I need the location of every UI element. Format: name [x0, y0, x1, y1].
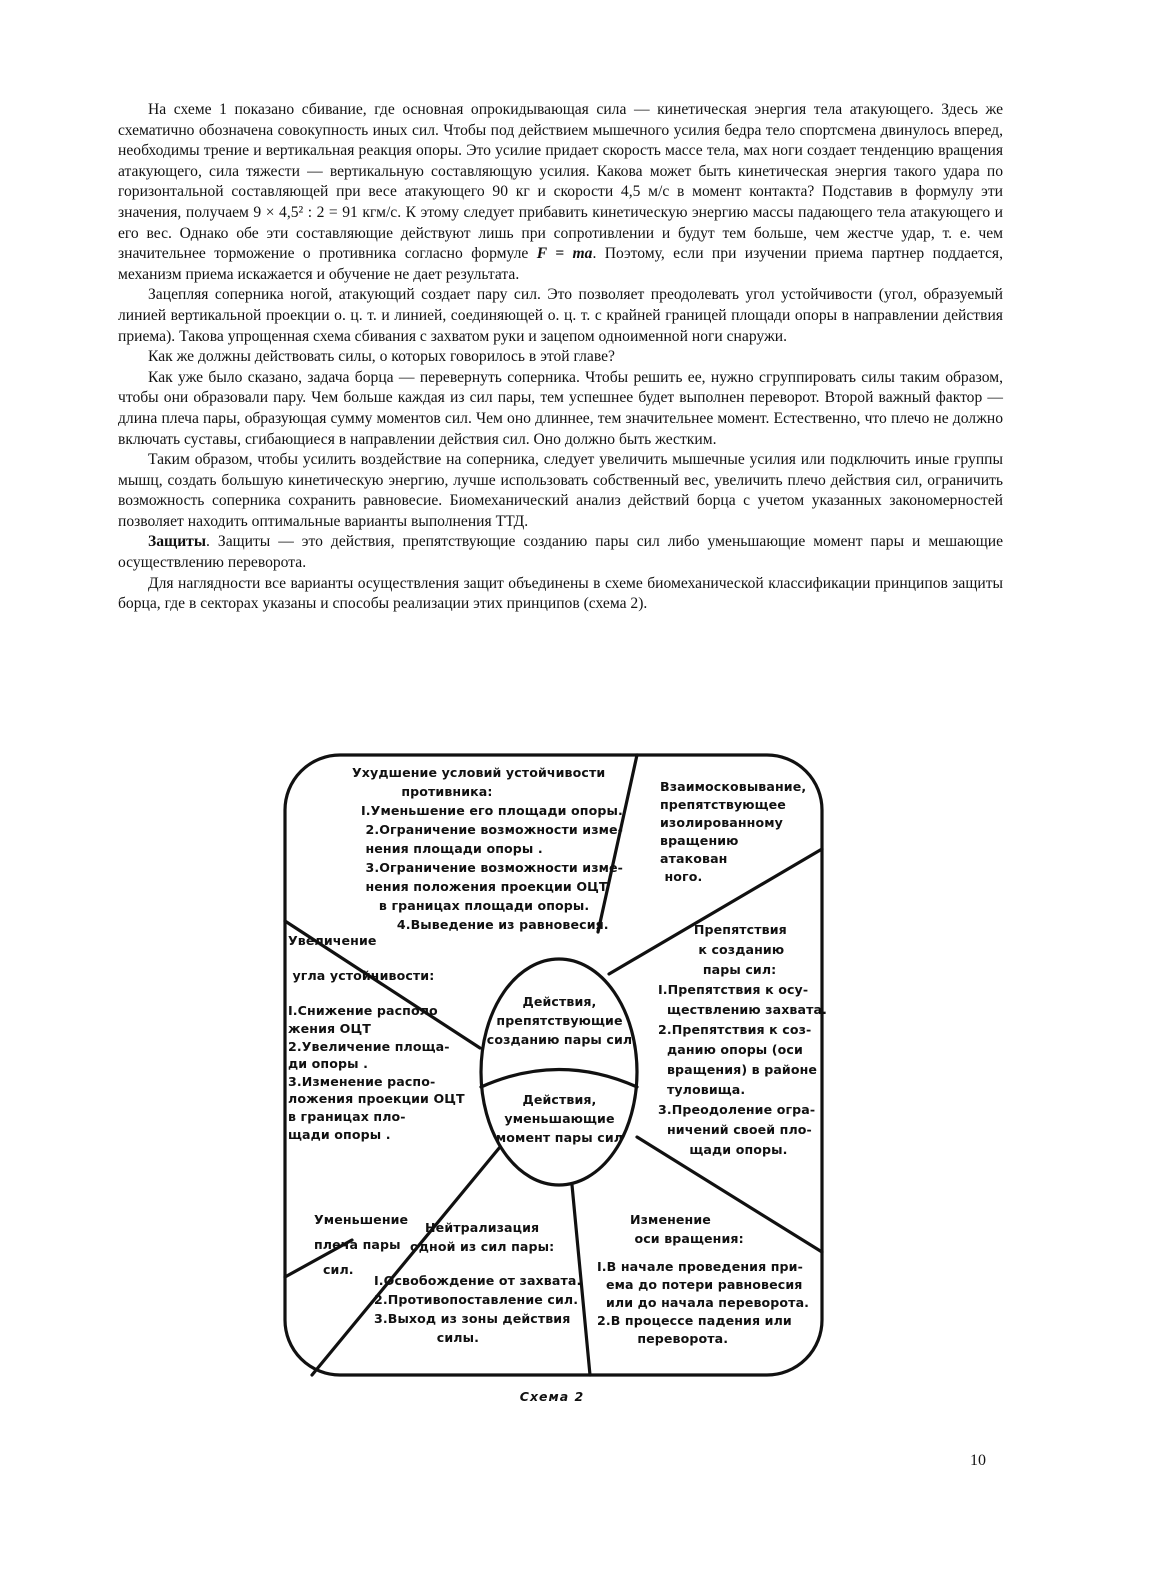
scheme-2-diagram — [282, 752, 842, 1390]
paragraph-5: Таким образом, чтобы усилить воздействие на соперника, следует увеличить мышечные усилия или подключить иные группы мышц, создать большую кинетическую энергию, лучше использовать собственный вес, увеличить плечо действия сил, ограничить возможность соперника сохранить равновесие. Биомеханический анализ действий борца с учетом указанных закономерностей позволяет находить оптимальные варианты выполнения ТТД. — [118, 451, 1003, 530]
sector-top-text: Ухудшение условий устойчивости противника: I.Уменьшение его площади опоры. 2.Ограничение возможности изме- нения площади опоры . 3.Ограничение возможности изме- нения положения проекции ОЦТ в границах площади опоры. 4.Выведение из равновесия. — [352, 765, 624, 932]
sector-bottom-right-title: Изменение оси вращения: — [630, 1212, 744, 1246]
paragraph-4: Как уже было сказано, задача борца — перевернуть соперника. Чтобы решить ее, нужно сгруппировать силы таким образом, чтобы они образовали пару. Чем больше каждая из сил пары, тем успешнее будет выполнен переворот. Второй важный фактор — длина плеча пары, образующая сумму моментов сил. Чем оно длиннее, тем значительнее момент. Естественно, что плечо не должно включать суставы, сгибающиеся в направлении действия сил. Оно должно быть жестким. — [118, 368, 1003, 448]
sector-top-right-text: Взаимосковывание, препятствующее изолированному вращению атакован ного. — [660, 779, 807, 884]
center-bottom-text: Действия, уменьшающие момент пары сил — [495, 1092, 624, 1145]
paragraph-6: Защиты. Защиты — это действия, препятствующие созданию пары сил либо уменьшающие момент пары и мешающие осуществлению переворота. — [118, 533, 1003, 572]
sector-bottom-title: Нейтрализация одной из сил пары: — [410, 1220, 555, 1254]
term-zashchity: Защиты — [148, 533, 207, 551]
sector-bottom-list: I.Освобождение от захвата. 2.Противопоставление сил. 3.Выход из зоны действия силы. — [374, 1273, 582, 1345]
sector-left-text: Увеличение угла устойчивости: I.Снижение располо жения ОЦТ 2.Увеличение площа- ди опоры . 3.Изменение распо- ложения проекции ОЦТ в границах пло- щади опоры . — [288, 933, 465, 1142]
sector-bottom-left-text: Уменьшение плеча пары сил. — [314, 1212, 409, 1277]
sector-bottom-right-list: I.В начале проведения при- ема до потери равновесия или до начала переворота. 2.В процессе падения или переворота. — [597, 1259, 810, 1346]
paragraph-3: Как же должны действовать силы, о которых говорилось в этой главе? — [148, 348, 615, 366]
page-number: 10 — [970, 1452, 986, 1469]
center-top-text: Действия, препятствующие созданию пары сил — [486, 994, 633, 1047]
sector-right-text: Препятствия к созданию пары сил: I.Препятствия к осу- ществлению захвата. 2.Препятствия к соз- данию опоры (оси вращения) в районе туловища. 3.Преодоление огра- ничений своей пло- щади опоры. — [658, 922, 827, 1157]
figure-caption: Схема 2 — [519, 1389, 585, 1404]
paragraph-7: Для наглядности все варианты осуществления защит объединены в схеме биомеханической классификации принципов защиты борца, где в секторах указаны и способы реализации этих принципов (схема 2). — [118, 574, 1003, 613]
paragraph-2: Зацепляя соперника ногой, атакующий создает пару сил. Это позволяет преодолевать угол устойчивости (угол, образуемый линией вертикальной проекции о. ц. т. и линией, соединяющей о. ц. т. с крайней границей площади опоры в направлении действия приема). Такова упрощенная схема сбивания с захватом руки и зацепом одноименной ноги снаружи. — [118, 286, 1003, 345]
center-divider — [481, 1070, 637, 1088]
body-text — [118, 100, 1003, 615]
formula: F = ma — [536, 245, 593, 263]
paragraph-1: На схеме 1 показано сбивание, где основная опрокидывающая сила — кинетическая энергия тела атакующего. Здесь же схематично обозначена совокупность иных сил. Чтобы под действием мышечного усилия бедра тело спортсмена двинулось вперед, необходимы трение и вертикальная реакция опоры. Это усилие придает скорость массе тела, мах ноги создает тенденцию вращения атакующего, сила тяжести — вертикальную составляющую усилия. Какова может быть кинетическая энергия такого удара по горизонтальной составляющей при весе атакующего 90 кг и скорости 4,5 м/с в момент контакта? Подставив в формулу эти значения, получаем 9 × 4,5² : 2 = 91 кгм/с. К этому следует прибавить кинетическую энергию массы падающего тела атакующего и его вес. Однако обе эти составляющие действуют лишь при сопротивлении и будут тем больше, чем жестче удар, т. е. чем значительнее торможение о противника согласно формуле F = ma. Поэтому, если при изучении приема партнер поддается, механизм приема искажается и обучение не дает результата. — [118, 101, 1003, 283]
